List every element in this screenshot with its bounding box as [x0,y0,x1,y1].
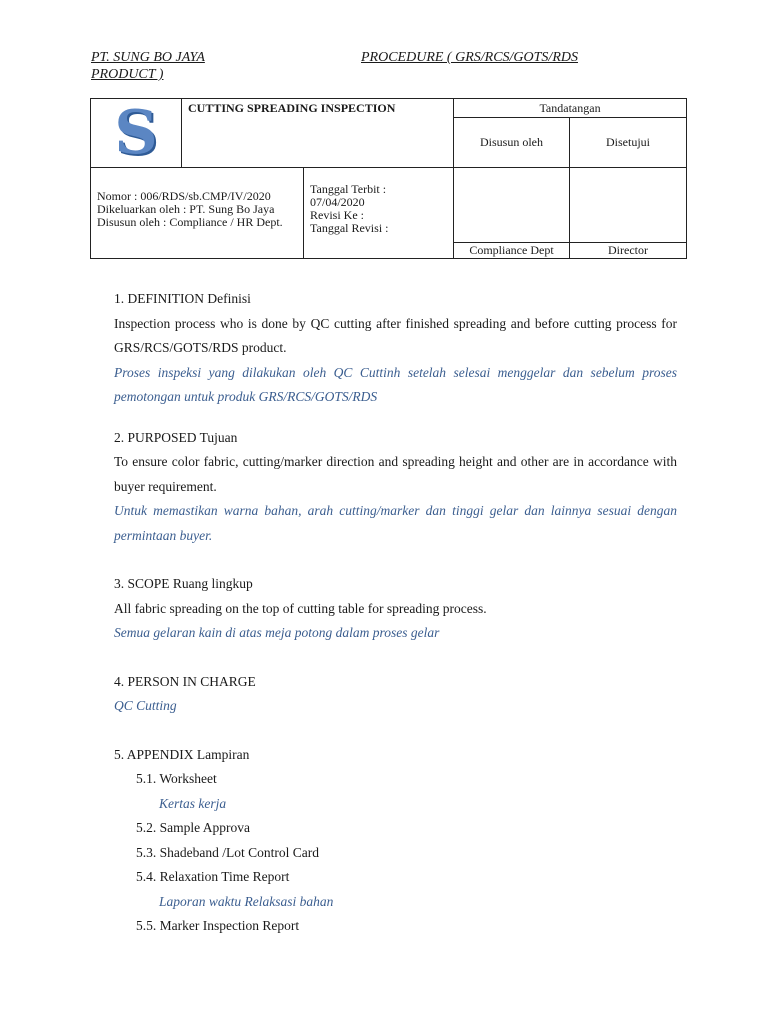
signer-compliance: Compliance Dept [454,243,570,259]
document-control-table [90,98,687,259]
section-heading-person-in-charge: 4. PERSON IN CHARGE [114,673,256,689]
document-body [114,287,677,939]
appendix-item-relaxation-report-translation: Laporan waktu Relaksasi bahan [159,893,334,909]
appendix-item-shadeband: 5.3. Shadeband /Lot Control Card [136,844,319,860]
scope-translation: Semua gelaran kain di atas meja potong dalam proses gelar [114,625,440,640]
issue-date-label: Tanggal Terbit : [310,182,387,196]
revision-label: Revisi Ke : [310,208,364,222]
procedure-title: PROCEDURE ( GRS/RCS/GOTS/RDS [361,50,578,65]
company-name: PT. SUNG BO JAYA [91,50,205,65]
purpose-text: To ensure color fabric, cutting/marker direction and spreading height and other are in accordance with buyer requirement. [114,454,677,494]
purpose-translation: Untuk memastikan warna bahan, arah cutting/marker dan tinggi gelar dan lainnya sesuai dengan permintaan buyer. [114,503,677,543]
company-logo-cell [91,99,182,168]
document-info [91,168,304,259]
appendix-item-worksheet: 5.1. Worksheet [136,771,217,786]
prepared-by-header: Disusun oleh [454,118,570,168]
approved-by-signature-space [570,168,687,243]
approved-by-header: Disetujui [570,118,687,168]
appendix-item-relaxation-report: 5.4. Relaxation Time Report [136,869,290,884]
signature-header: Tandatangan [454,99,687,118]
section-heading-scope: 3. SCOPE Ruang lingkup [114,576,253,591]
issue-date: 07/04/2020 [310,195,365,209]
document-dates [304,168,454,259]
appendix-item-sample-approval: 5.2. Sample Approva [136,820,250,835]
scope-text: All fabric spreading on the top of cutting table for spreading process. [114,600,487,616]
document-title: CUTTING SPREADING INSPECTION [182,99,454,168]
definition-text: Inspection process who is done by QC cutting after finished spreading and before cutting process for GRS/RCS/GOTS/RDS product. [114,315,677,355]
compiled-by: Disusun oleh : Compliance / HR Dept. [97,215,283,229]
section-heading-appendix: 5. APPENDIX Lampiran [114,746,250,762]
signer-director: Director [570,243,687,259]
person-in-charge-value: QC Cutting [114,698,177,713]
section-heading-definition: 1. DEFINITION Definisi [114,291,251,306]
section-heading-purpose: 2. PURPOSED Tujuan [114,429,238,445]
procedure-title-continued: PRODUCT ) [91,67,164,82]
definition-translation: Proses inspeksi yang dilakukan oleh QC Cuttinh setelah selesai menggelar dan sebelum proses pemotongan untuk produk GRS/RCS/GOTS/RDS [114,364,677,404]
prepared-by-signature-space [454,168,570,243]
company-logo: S [114,98,158,168]
revision-date-label: Tanggal Revisi : [310,221,389,235]
issued-by: Dikeluarkan oleh : PT. Sung Bo Jaya [97,202,275,216]
document-number: Nomor : 006/RDS/sb.CMP/IV/2020 [97,189,271,203]
appendix-item-worksheet-translation: Kertas kerja [159,795,227,811]
appendix-item-marker-report: 5.5. Marker Inspection Report [136,918,300,933]
